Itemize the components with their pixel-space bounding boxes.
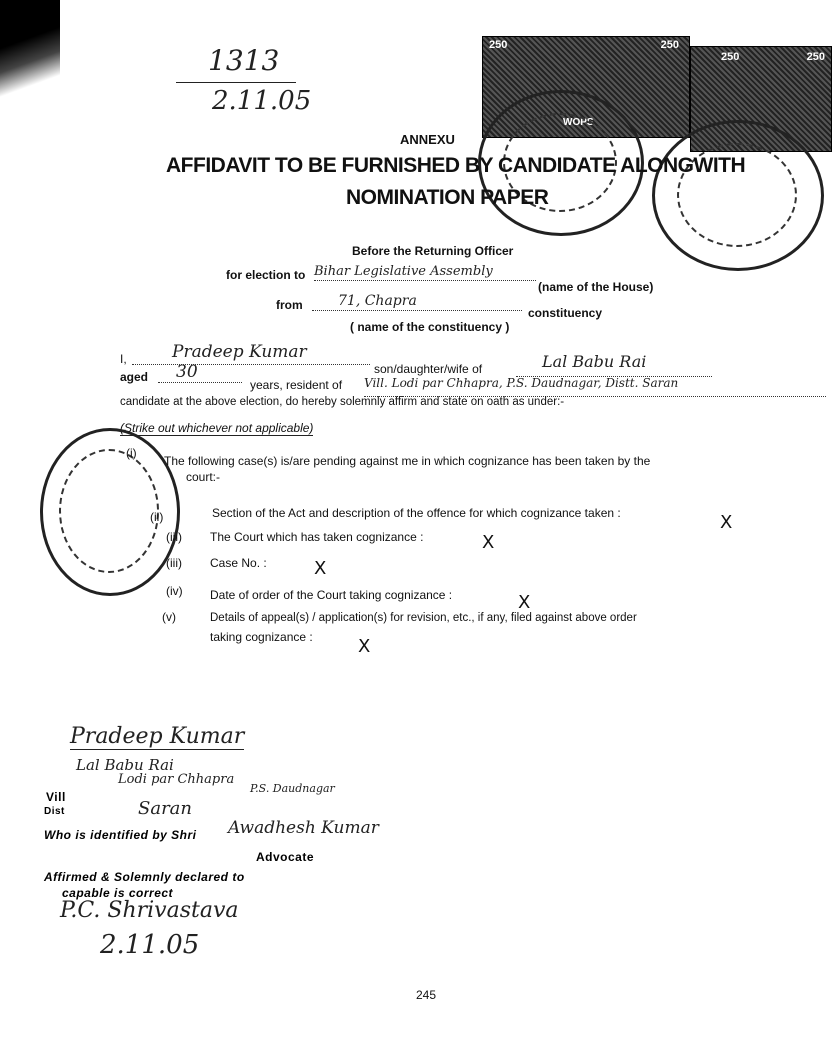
election-label: for election to [226,268,306,282]
house-label: (name of the House) [538,280,654,294]
title-line-2: NOMINATION PAPER [346,186,549,209]
oath-text: candidate at the above election, do hereby solemnly affirm and state on oath as under:- [120,396,565,408]
item-number: (i) [126,446,137,460]
strike-mark: X [314,558,327,579]
parent-name: Lal Babu Rai [542,352,647,371]
item-text: Section of the Act and description of the offence for which cognizance taken : [212,506,621,520]
item-text: taking cognizance : [210,630,313,644]
handwritten-number: 1313 [208,44,280,77]
advocate-label: Advocate [256,850,315,864]
before-officer-heading: Before the Returning Officer [352,244,514,258]
item-number: (iii) [166,530,182,544]
identified-label: Who is identified by Shri [44,828,197,842]
police-station-handwritten: P.S. Daudnagar [250,782,335,795]
relation-label: son/daughter/wife of [374,362,483,376]
deponent-father-handwritten: Lal Babu Rai [76,756,174,774]
page-number: 245 [416,988,437,1002]
vill-label: Vill [46,790,66,804]
strike-mark: X [720,512,733,533]
annexure-label: ANNEXU [400,132,455,147]
stamp-denomination: 250 [660,39,679,51]
round-seal-stamp [652,120,824,271]
item-text: The Court which has taken cognizance : [210,530,424,544]
note-divider [176,82,296,83]
item-number: (v) [162,610,176,624]
title-line-1: AFFIDAVIT TO BE FURNISHED BY CANDIDATE ALONGWITH [166,154,746,177]
resident-label: years, resident of [250,378,343,392]
constituency-note: ( name of the constituency ) [350,320,510,334]
deponent-name: Pradeep Kumar [172,342,307,362]
stamp-denomination: 250 [489,39,508,51]
item-text: Details of appeal(s) / application(s) for revision, etc., if any, filed against above order [210,612,637,624]
dist-label: Dist [44,806,65,817]
deponent-signature: Pradeep Kumar [70,724,245,749]
stamp-denomination: 250 [721,51,740,63]
strike-mark: X [518,592,531,613]
item-text: court:- [186,470,221,484]
stamp-text: WOPS [563,117,594,128]
strike-mark: X [482,532,495,553]
item-number: (ii) [150,510,164,524]
affirmed-line-1: Affirmed & Solemnly declared to [44,870,245,884]
item-text: Case No. : [210,556,267,570]
aged-label: aged [120,370,149,384]
strike-mark: X [358,636,371,657]
officer-date: 2.11.05 [100,930,200,960]
stamp-denomination: 250 [806,51,825,63]
from-line [312,292,522,311]
item-text: The following case(s) is/are pending against me in which cognizance has been taken by the [164,454,651,468]
age-value: 30 [176,362,198,382]
from-label: from [276,298,303,312]
i-label: I, [120,352,127,366]
age-line [158,362,242,383]
election-line [314,262,536,281]
seal-inner-ring [59,449,159,573]
from-value: 71, Chapra [338,293,417,309]
district-handwritten: Saran [138,798,192,819]
strike-note: (Strike out whichever not applicable) [120,421,314,435]
affirmed-line-2: capable is correct [62,886,174,900]
election-value: Bihar Legislative Assembly [314,264,493,279]
handwritten-date: 2.11.05 [212,86,312,116]
item-text: Date of order of the Court taking cognizance : [210,588,453,602]
village-handwritten: Lodi par Chhapra [118,772,235,787]
item-number: (iii) [166,556,182,570]
scan-corner-shadow [0,0,60,140]
identifier-name: Awadhesh Kumar [228,818,379,838]
address-line [364,374,826,397]
officer-signature: P.C. Shrivastava [60,898,239,923]
constituency-label: constituency [528,306,603,320]
item-number: (iv) [166,584,183,598]
address-value: Vill. Lodi par Chhapra, P.S. Daudnagar, Distt. Saran [364,376,679,390]
